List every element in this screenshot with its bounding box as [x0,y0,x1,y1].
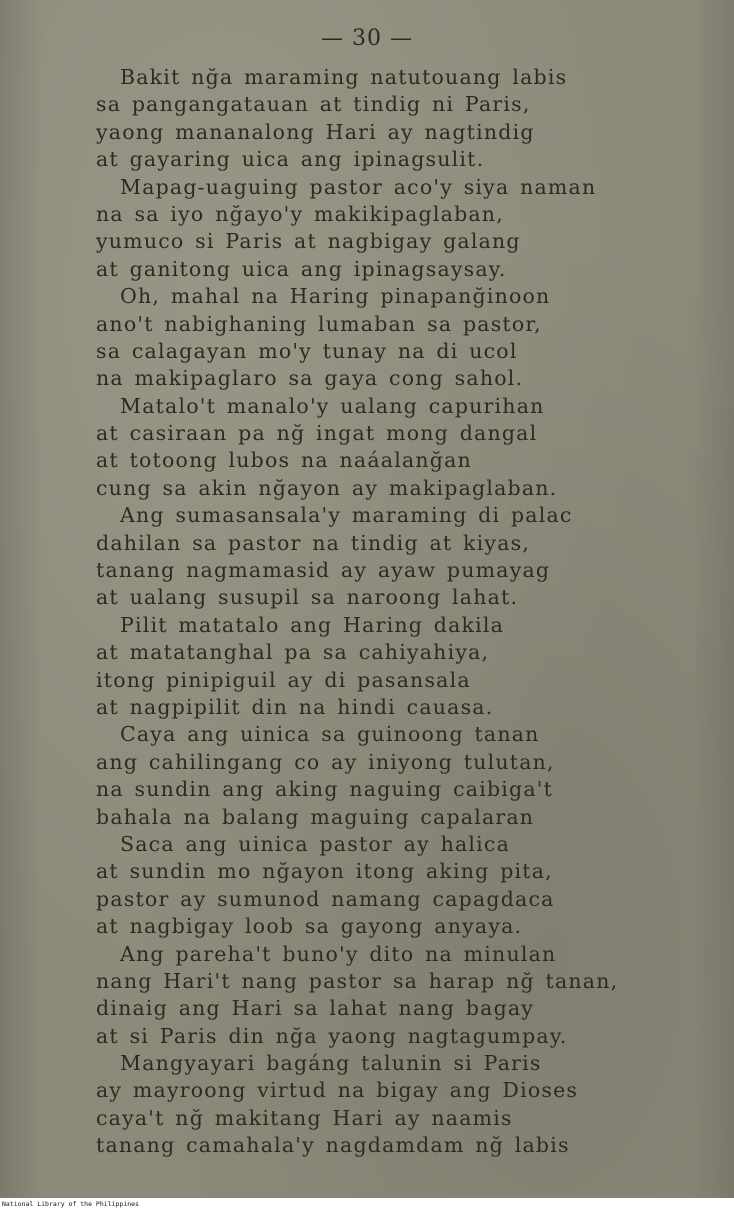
verse-line: at ualang susupil sa naroong lahat. [96,585,519,610]
verse-line: itong pinipiguil ay di pasansala [96,667,471,692]
stanza [96,612,716,722]
verse-line: yumuco si Paris at nagbigay galang [96,229,521,254]
stanza [96,831,716,941]
verse-line: at casiraan pa nğ ingat mong dangal [96,421,538,446]
verse-line: ano't nabighaning lumaban sa pastor, [96,311,542,336]
verse-line: Caya ang uinica sa guinoong tanan [120,722,540,747]
verse-line: dahilan sa pastor na tindig at kiyas, [96,530,531,555]
verse-line: yaong mananalong Hari ay nagtindig [96,119,535,144]
stanza [96,1050,716,1160]
stanza [96,941,716,1051]
verse-line: bahala na balang maguing capalaran [96,804,535,829]
verse-line: at ganitong uica ang ipinagsaysay. [96,256,507,281]
stanza [96,283,716,393]
verse-line: Oh, mahal na Haring pinapanğinoon [120,284,551,309]
stanza [96,174,716,284]
verse-line: Mangyayari bagáng talunin si Paris [120,1051,542,1076]
verse-line: dinaig ang Hari sa lahat nang bagay [96,996,535,1021]
verse-line: at nagpipilit din na hindi cauasa. [96,694,494,719]
verse-line: sa calagayan mo'y tunay na di ucol [96,338,518,363]
page-number: — 30 — [321,26,413,51]
verse-line: Pilit matatalo ang Haring dakila [120,612,505,637]
verse-line: Mapag-uaguing pastor aco'y siya naman [120,174,597,199]
stanza [96,502,716,612]
verse-line: ay mayroong virtud na bigay ang Dioses [96,1078,579,1103]
verse-line: Matalo't manalo'y ualang capurihan [120,393,545,418]
stanza [96,64,716,174]
stanza [96,721,716,831]
poem-text [96,64,716,1160]
verse-line: na sundin ang aking naguing caibiga't [96,777,554,802]
verse-line: at si Paris din nğa yaong nagtagumpay. [96,1023,568,1048]
verse-line: pastor ay sumunod namang capagdaca [96,886,555,911]
verse-line: na sa iyo nğayo'y makikipaglaban, [96,201,504,226]
verse-line: caya't nğ makitang Hari ay naamis [96,1105,513,1130]
verse-line: at matatanghal pa sa cahiyahiya, [96,640,490,665]
verse-line: Bakit nğa maraming natutouang labis [120,65,568,89]
verse-line: cung sa akin nğayon ay makipaglaban. [96,475,558,500]
footer-credit: National Library of the Philippines [2,1200,139,1208]
verse-line: tanang nagmamasid ay ayaw pumayag [96,558,551,583]
verse-line: at nagbigay loob sa gayong anyaya. [96,914,523,939]
verse-line: Ang pareha't buno'y dito na minulan [120,941,557,966]
verse-line: nang Hari't nang pastor sa harap nğ tanan, [96,968,619,993]
verse-line: Ang sumasansala'y maraming di palac [120,503,573,528]
stanza [96,393,716,503]
verse-line: at gayaring uica ang ipinagsulit. [96,147,485,172]
verse-line: sa pangangatauan at tindig ni Paris, [96,92,531,117]
verse-line: at sundin mo nğayon itong aking pita, [96,859,553,884]
verse-line: at totoong lubos na naáalanğan [96,448,472,473]
verse-line: Saca ang uinica pastor ay halica [120,831,511,856]
verse-line: tanang camahala'y nagdamdam nğ labis [96,1133,570,1158]
verse-line: na makipaglaro sa gaya cong sahol. [96,366,524,391]
verse-line: ang cahilingang co ay iniyong tulutan, [96,749,555,774]
